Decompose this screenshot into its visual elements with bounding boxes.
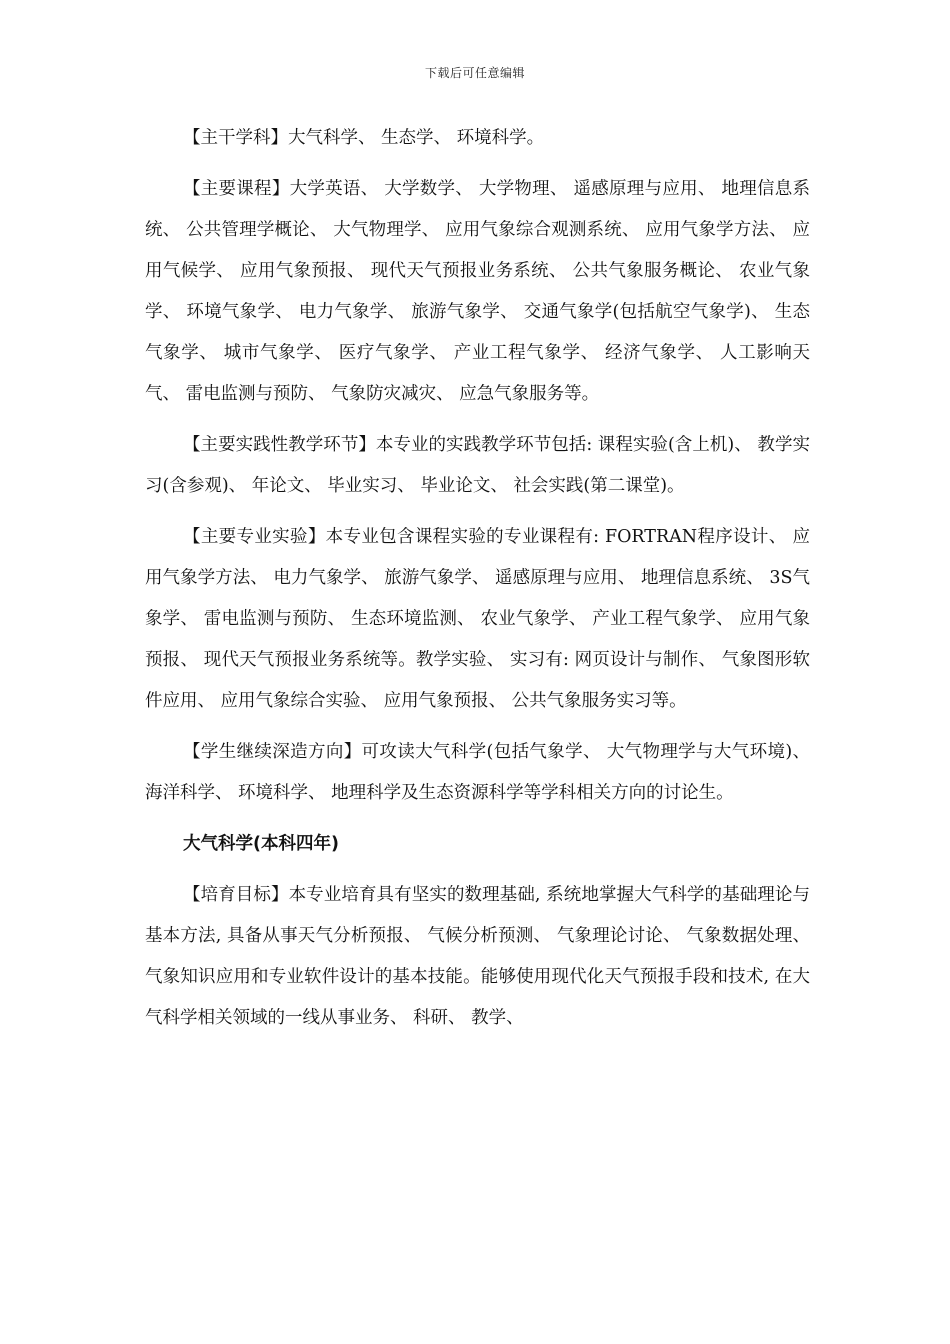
paragraph-main-experiments: 【主要专业实验】本专业包含课程实验的专业课程有: FORTRAN程序设计、 应用气象学方法、 电力气象学、 旅游气象学、 遥感原理与应用、 地理信息系统、 3S气象学、 雷电监测与预防、 生态环境监测、 农业气象学、 产业工程气象学、 应用气象预报、 现代天气预报业务系统等。教学实验、 实习有: 网页设计与制作、 气象图形软件应用、 应用气象综合实验、 应用气象预报、 公共气象服务实习等。: [145, 527, 810, 711]
paragraph-main-courses: 【主要课程】大学英语、 大学数学、 大学物理、 遥感原理与应用、 地理信息系统、 公共管理学概论、 大气物理学、 应用气象综合观测系统、 应用气象学方法、 应用气候学、 应用气象预报、 现代天气预报业务系统、 公共气象服务概论、 农业气象学、 环境气象学、 电力气象学、 旅游气象学、 交通气象学(包括航空气象学)、 生态气象学、 城市气象学、 医疗气象学、 产业工程气象学、 经济气象学、 人工影响天气、 雷电监测与预防、 气象防灾减灾、 应急气象服务等。: [145, 179, 810, 404]
paragraph-practice-links: 【主要实践性教学环节】本专业的实践教学环节包括: 课程实验(含上机)、 教学实习(含参观)、 年论文、 毕业实习、 毕业论文、 社会实践(第二课堂)。: [145, 435, 810, 496]
section-heading: 大气科学(本科四年): [183, 834, 339, 854]
document-body: [145, 118, 810, 1049]
paragraph-training-goal: 【培育目标】本专业培育具有坚实的数理基础, 系统地掌握大气科学的基础理论与基本方法, 具备从事天气分析预报、 气候分析预测、 气象理论讨论、 气象数据处理、 气象知识应用和专业软件设计的基本技能。能够使用现代化天气预报手段和技术, 在大气科学相关领域的一线从事业务、 科研、 教学、: [145, 885, 810, 1028]
page-header: 下载后可任意编辑: [424, 66, 525, 80]
paragraph-further-study: 【学生继续深造方向】可攻读大气科学(包括气象学、 大气物理学与大气环境)、 海洋科学、 环境科学、 地理科学及生态资源科学等学科相关方向的讨论生。: [145, 742, 810, 803]
paragraph-main-disciplines: 【主干学科】大气科学、 生态学、 环境科学。: [183, 128, 545, 148]
